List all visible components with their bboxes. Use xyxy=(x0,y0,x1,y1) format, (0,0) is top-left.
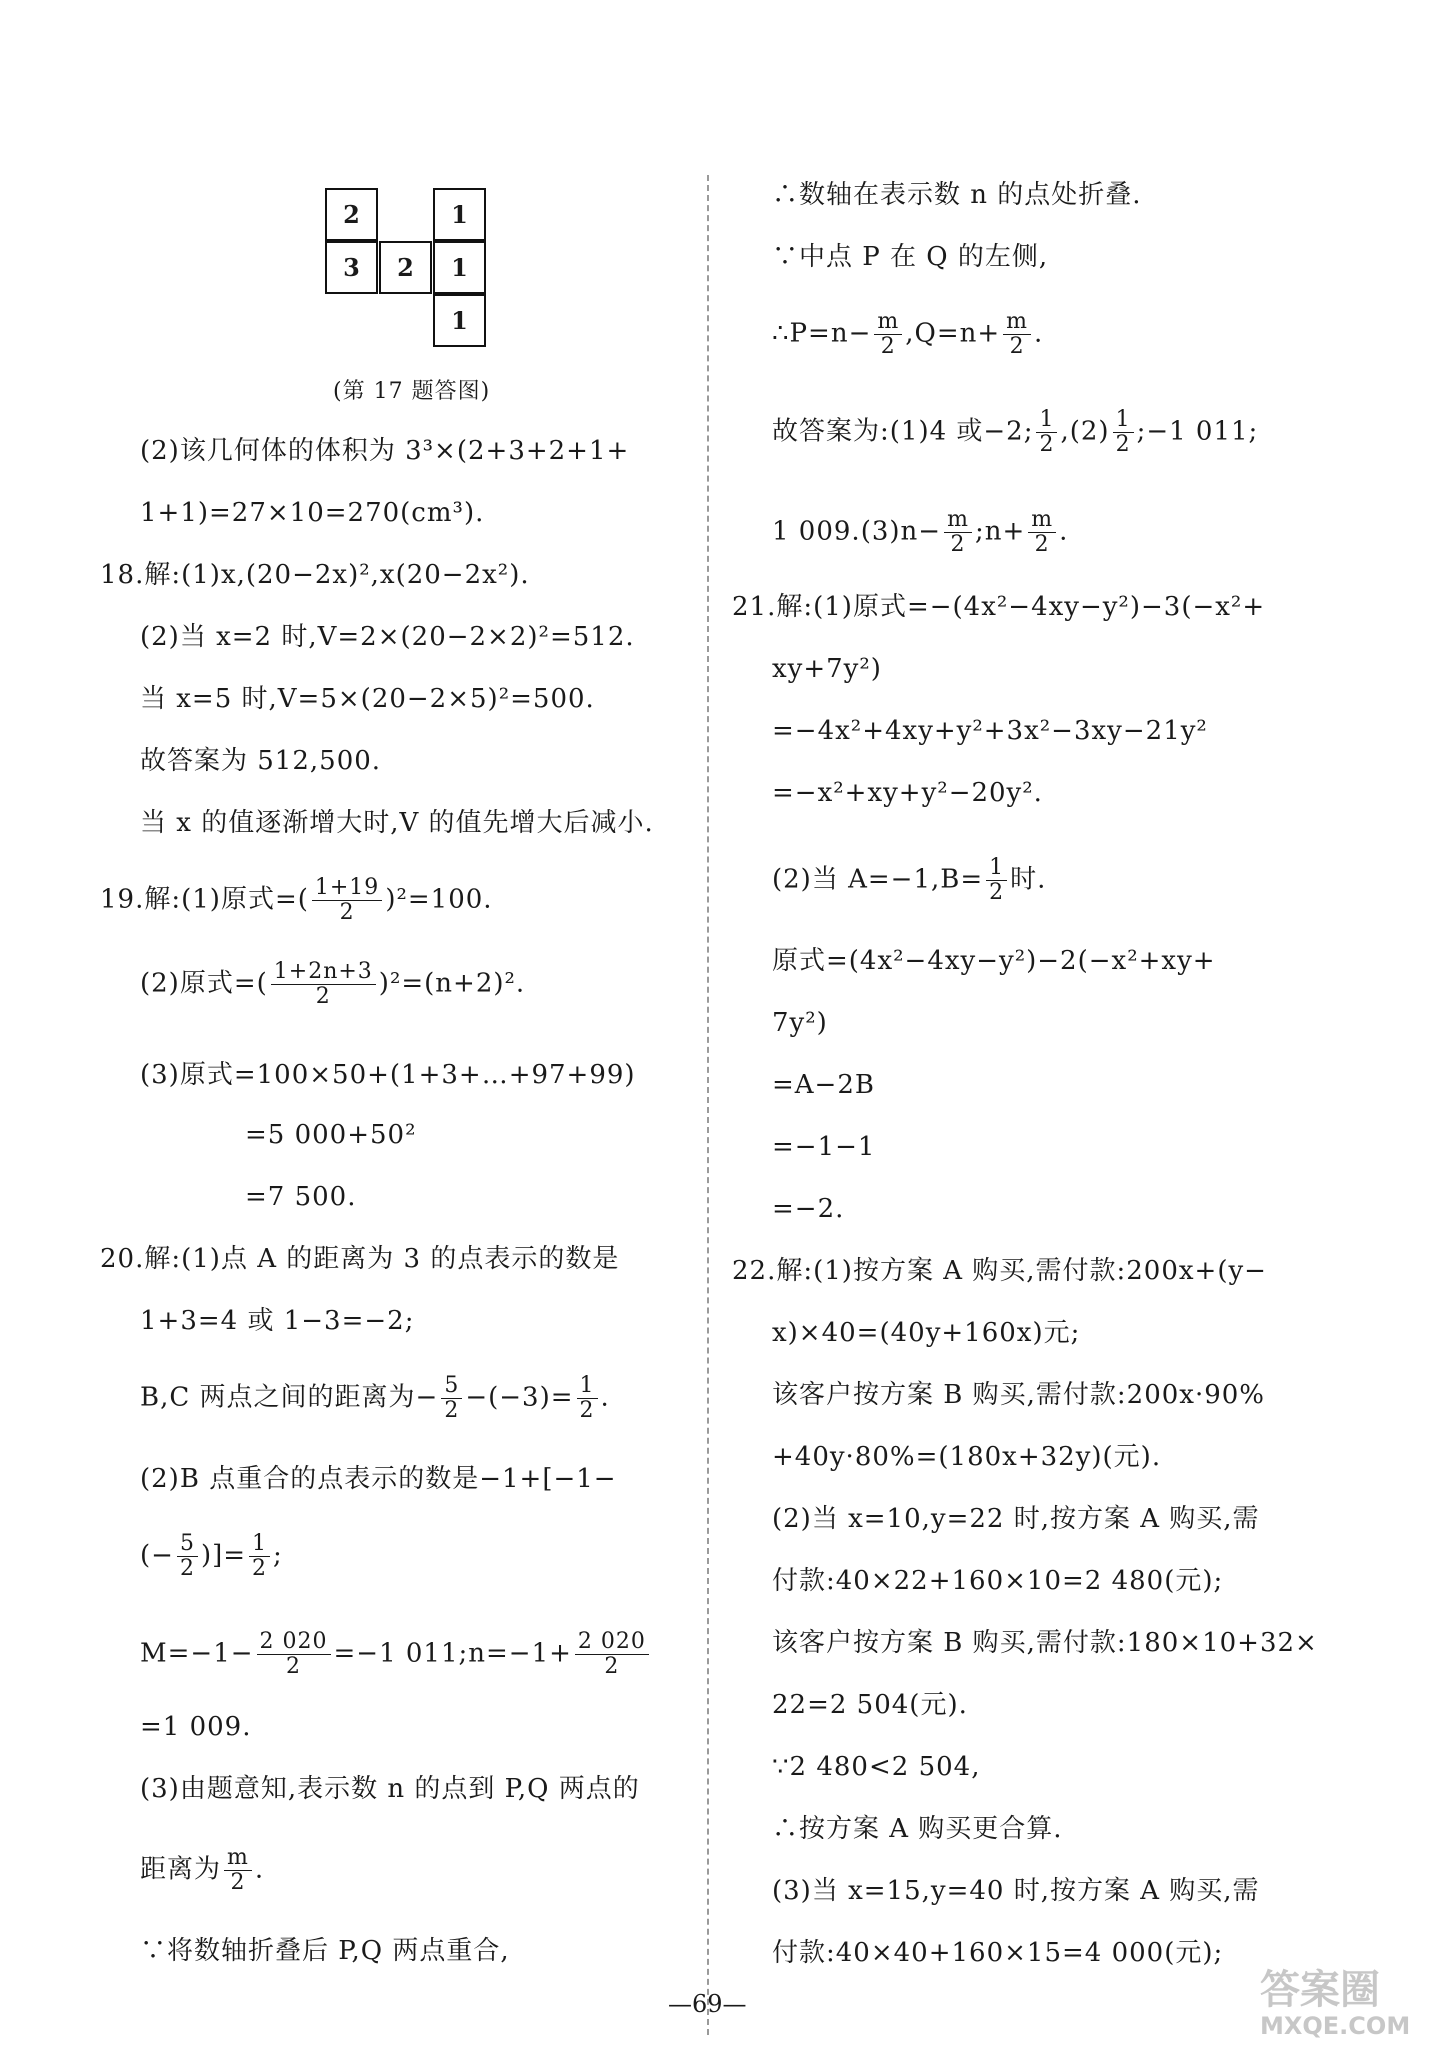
text-line: 18.解:(1)x,(20−2x)²,x(20−2x²). xyxy=(100,560,530,590)
text-line-fraction xyxy=(140,1846,264,1895)
figure-cell: 3 xyxy=(325,241,378,294)
text-line: =A−2B xyxy=(772,1070,875,1100)
denominator: 2 xyxy=(1115,432,1131,457)
text-line: ∴按方案 A 购买更合算. xyxy=(772,1814,1063,1844)
fraction xyxy=(312,876,382,925)
text-segment: 19.解:(1)原式=( xyxy=(100,884,309,915)
left-column xyxy=(0,0,700,2049)
text-segment: B,C 两点之间的距离为− xyxy=(140,1382,439,1413)
text-line: ∵2 480<2 504, xyxy=(772,1752,981,1782)
fraction xyxy=(177,1532,198,1581)
watermark-text: 答案圈 xyxy=(1260,1967,1380,2013)
denominator: 2 xyxy=(1009,334,1025,359)
text-line-fraction xyxy=(140,1374,610,1423)
fraction xyxy=(577,1374,598,1423)
text-segment: 1 009.(3)n− xyxy=(772,516,942,547)
text-line: 付款:40×22+160×10=2 480(元); xyxy=(772,1566,1224,1596)
text-line-fraction xyxy=(140,1630,652,1679)
text-line: (2)该几何体的体积为 3³×(2+3+2+1+ xyxy=(140,436,630,466)
text-segment: (2)当 A=−1,B= xyxy=(772,864,984,895)
fraction xyxy=(1113,408,1134,457)
denominator: 2 xyxy=(1034,532,1050,557)
text-line: 当 x 的值逐渐增大时,V 的值先增大后减小. xyxy=(140,808,654,838)
denominator: 2 xyxy=(579,1398,595,1423)
numerator: m xyxy=(944,508,972,533)
column-divider xyxy=(707,175,709,2035)
text-line: x)×40=(40y+160x)元; xyxy=(772,1318,1081,1348)
text-segment: . xyxy=(600,1382,610,1413)
numerator: m xyxy=(1028,508,1056,533)
text-line: 1+3=4 或 1−3=−2; xyxy=(140,1306,415,1336)
text-segment: )²=100. xyxy=(385,884,493,915)
numerator: 1 xyxy=(1036,408,1057,433)
text-line-fraction xyxy=(772,408,1258,457)
text-line: =5 000+50² xyxy=(245,1120,417,1150)
text-line: ∵中点 P 在 Q 的左侧, xyxy=(772,242,1049,272)
text-segment: M=−1− xyxy=(140,1638,254,1669)
numerator: 2 020 xyxy=(257,1630,331,1655)
text-line: (2)当 x=10,y=22 时,按方案 A 购买,需 xyxy=(772,1504,1260,1534)
text-segment: ;−1 011; xyxy=(1136,416,1259,447)
denominator: 2 xyxy=(339,900,355,925)
text-segment: (2)原式=( xyxy=(140,968,268,999)
text-line: 原式=(4x²−4xy−y²)−2(−x²+xy+ xyxy=(772,946,1216,976)
numerator: 1 xyxy=(1113,408,1134,433)
fraction xyxy=(986,856,1007,905)
text-line: =1 009. xyxy=(140,1712,252,1742)
fraction xyxy=(224,1846,252,1895)
text-segment: ,(2) xyxy=(1060,416,1110,447)
text-line: 该客户按方案 B 购买,需付款:200x·90% xyxy=(772,1380,1266,1410)
figure-cell: 1 xyxy=(433,294,486,347)
text-line: (2)当 x=2 时,V=2×(20−2×2)²=512. xyxy=(140,622,635,652)
text-line: (3)由题意知,表示数 n 的点到 P,Q 两点的 xyxy=(140,1774,640,1804)
text-line-fraction xyxy=(140,960,525,1009)
fraction xyxy=(874,310,902,359)
text-line: =−2. xyxy=(772,1194,845,1224)
fraction xyxy=(271,960,376,1009)
text-segment: ∴P=n− xyxy=(772,318,872,349)
numerator: 1+19 xyxy=(312,876,382,901)
numerator: 5 xyxy=(177,1532,198,1557)
numerator: 1 xyxy=(986,856,1007,881)
watermark-logo xyxy=(1260,1968,1425,2043)
text-line: (3)原式=100×50+(1+3+…+97+99) xyxy=(140,1060,636,1090)
text-line-fraction xyxy=(140,1532,283,1581)
text-line: 22.解:(1)按方案 A 购买,需付款:200x+(y− xyxy=(732,1256,1267,1286)
denominator: 2 xyxy=(179,1556,195,1581)
text-line: 7y²) xyxy=(772,1008,828,1038)
text-line: xy+7y²) xyxy=(772,654,882,684)
numerator: 1 xyxy=(577,1374,598,1399)
text-segment: . xyxy=(1034,318,1044,349)
figure-cell: 1 xyxy=(433,188,486,241)
figure-caption: (第 17 题答图) xyxy=(333,379,491,404)
page-number: —69— xyxy=(668,1990,747,2018)
figure-cell: 2 xyxy=(325,188,378,241)
text-line: 1+1)=27×10=270(cm³). xyxy=(140,498,485,528)
denominator: 2 xyxy=(444,1398,460,1423)
text-segment: ,Q=n+ xyxy=(905,318,1001,349)
text-line: (3)当 x=15,y=40 时,按方案 A 购买,需 xyxy=(772,1876,1260,1906)
text-line: (2)B 点重合的点表示的数是−1+[−1− xyxy=(140,1464,617,1494)
text-line: 20.解:(1)点 A 的距离为 3 的点表示的数是 xyxy=(100,1244,620,1274)
text-segment: 距离为 xyxy=(140,1854,222,1885)
fraction xyxy=(249,1532,270,1581)
denominator: 2 xyxy=(880,334,896,359)
text-segment: ; xyxy=(273,1540,283,1571)
text-segment: ;n+ xyxy=(974,516,1026,547)
text-line: ∵将数轴折叠后 P,Q 两点重合, xyxy=(140,1936,510,1966)
text-line-fraction xyxy=(772,508,1068,557)
text-line: =−x²+xy+y²−20y². xyxy=(772,778,1043,808)
text-segment: )²=(n+2)². xyxy=(378,968,526,999)
text-line: =−4x²+4xy+y²+3x²−3xy−21y² xyxy=(772,716,1208,746)
text-line: 该客户按方案 B 购买,需付款:180×10+32× xyxy=(772,1628,1318,1658)
net-figure xyxy=(325,188,490,351)
numerator: 2 020 xyxy=(575,1630,649,1655)
fraction xyxy=(1028,508,1056,557)
denominator: 2 xyxy=(989,880,1005,905)
numerator: 1 xyxy=(249,1532,270,1557)
numerator: m xyxy=(224,1846,252,1871)
fraction xyxy=(441,1374,462,1423)
text-segment: )]= xyxy=(200,1540,247,1571)
text-line-fraction xyxy=(772,310,1043,359)
watermark-domain: MXQE.COM xyxy=(1260,2012,1411,2040)
fraction xyxy=(257,1630,331,1679)
text-line-fraction xyxy=(772,856,1046,905)
text-line: 故答案为 512,500. xyxy=(140,746,382,776)
text-line: 21.解:(1)原式=−(4x²−4xy−y²)−3(−x²+ xyxy=(732,592,1266,622)
text-segment: =−1 011;n=−1+ xyxy=(333,1638,572,1669)
text-line: ∴数轴在表示数 n 的点处折叠. xyxy=(772,180,1142,210)
fraction xyxy=(944,508,972,557)
denominator: 2 xyxy=(950,532,966,557)
fraction xyxy=(1036,408,1057,457)
fraction xyxy=(1003,310,1031,359)
numerator: m xyxy=(1003,310,1031,335)
text-segment: −(−3)= xyxy=(465,1382,574,1413)
text-line-fraction xyxy=(100,876,493,925)
numerator: 1+2n+3 xyxy=(271,960,376,985)
numerator: m xyxy=(874,310,902,335)
fraction xyxy=(575,1630,649,1679)
text-segment: . xyxy=(1059,516,1069,547)
text-segment: 故答案为:(1)4 或−2; xyxy=(772,416,1034,447)
text-line: 当 x=5 时,V=5×(20−2×5)²=500. xyxy=(140,684,595,714)
denominator: 2 xyxy=(252,1556,268,1581)
numerator: 5 xyxy=(441,1374,462,1399)
denominator: 2 xyxy=(315,984,331,1009)
text-segment: 时. xyxy=(1010,864,1047,895)
denominator: 2 xyxy=(1039,432,1055,457)
figure-cell: 1 xyxy=(433,241,486,294)
right-column xyxy=(720,0,1438,2049)
text-line: 22=2 504(元). xyxy=(772,1690,968,1720)
text-line: +40y·80%=(180x+32y)(元). xyxy=(772,1442,1162,1472)
denominator: 2 xyxy=(604,1654,620,1679)
denominator: 2 xyxy=(286,1654,302,1679)
text-segment: . xyxy=(254,1854,265,1885)
denominator: 2 xyxy=(230,1870,246,1895)
text-line: =−1−1 xyxy=(772,1132,876,1162)
text-line: =7 500. xyxy=(245,1182,357,1212)
text-segment: (− xyxy=(140,1540,174,1571)
figure-cell: 2 xyxy=(379,241,432,294)
text-line: 付款:40×40+160×15=4 000(元); xyxy=(772,1938,1224,1968)
